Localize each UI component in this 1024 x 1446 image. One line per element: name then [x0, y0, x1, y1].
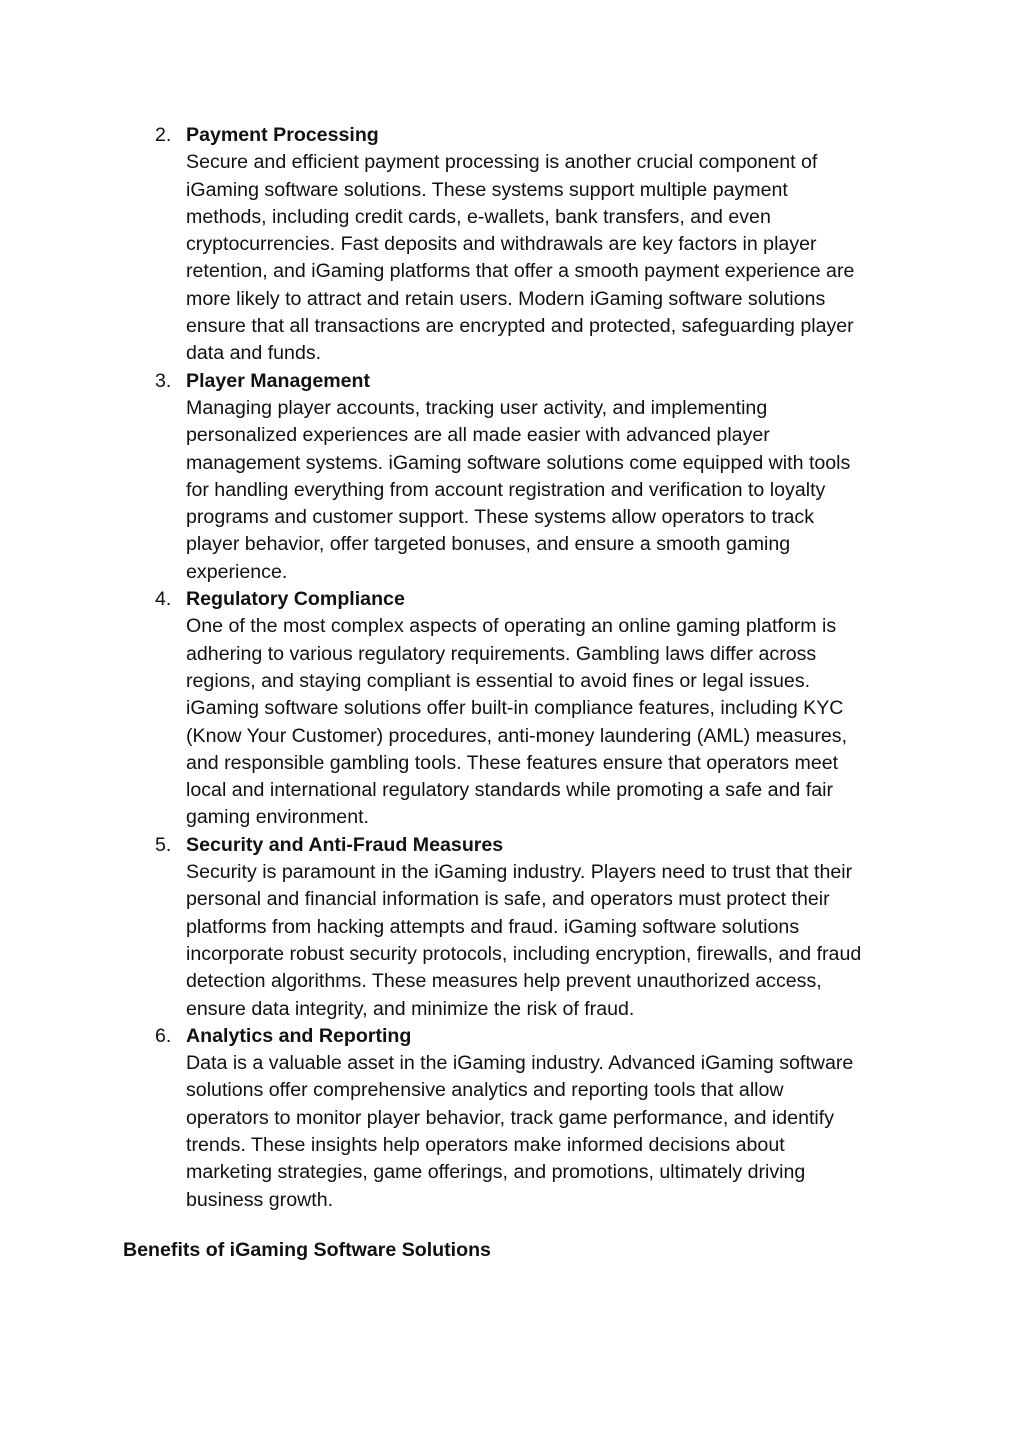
- body-line: business growth.: [186, 1188, 334, 1211]
- body-line: management systems. iGaming software solutions come equipped with tools: [186, 451, 851, 474]
- body-line: adhering to various regulatory requirements. Gambling laws differ across: [186, 642, 817, 665]
- list-item-body: [186, 1050, 913, 1214]
- body-line: platforms from hacking attempts and fraud. iGaming software solutions: [186, 915, 800, 938]
- body-line: iGaming software solutions offer built-in compliance features, including KYC: [186, 697, 844, 720]
- body-line: experience.: [186, 560, 288, 583]
- list-item: [123, 1023, 913, 1214]
- body-line: more likely to attract and retain users. Modern iGaming software solutions: [186, 287, 826, 310]
- list-item-number: 5.: [155, 833, 172, 856]
- list-item-body: [186, 613, 913, 831]
- body-line: retention, and iGaming platforms that offer a smooth payment experience are: [186, 260, 855, 283]
- body-line: personal and financial information is safe, and operators must protect their: [186, 888, 830, 911]
- body-line: local and international regulatory standards while promoting a safe and fair: [186, 779, 833, 802]
- list-item-body: [186, 149, 913, 367]
- body-line: One of the most complex aspects of operating an online gaming platform is: [186, 615, 837, 638]
- body-line: regions, and staying compliant is essential to avoid fines or legal issues.: [186, 669, 811, 692]
- body-line: Secure and efficient payment processing is another crucial component of: [186, 151, 818, 174]
- body-line: trends. These insights help operators make informed decisions about: [186, 1133, 785, 1156]
- list-item-body: [186, 859, 913, 1023]
- list-item: [123, 832, 913, 1023]
- body-line: marketing strategies, game offerings, and promotions, ultimately driving: [186, 1161, 806, 1184]
- body-line: Managing player accounts, tracking user activity, and implementing: [186, 396, 768, 419]
- list-item-number: 6.: [155, 1024, 172, 1047]
- body-line: gaming environment.: [186, 806, 369, 829]
- body-line: personalized experiences are all made easier with advanced player: [186, 424, 770, 447]
- body-line: cryptocurrencies. Fast deposits and withdrawals are key factors in player: [186, 233, 817, 256]
- list-item-title: Analytics and Reporting: [186, 1024, 412, 1047]
- body-line: player behavior, offer targeted bonuses, and ensure a smooth gaming: [186, 533, 791, 556]
- body-line: Data is a valuable asset in the iGaming industry. Advanced iGaming software: [186, 1052, 854, 1075]
- list-item-number: 3.: [155, 369, 172, 392]
- list-item-number: 2.: [155, 124, 172, 146]
- list-item-title: Payment Processing: [186, 124, 379, 146]
- feature-list: [123, 122, 913, 1214]
- list-item-title: Regulatory Compliance: [186, 588, 405, 611]
- body-line: solutions offer comprehensive analytics and reporting tools that allow: [186, 1079, 784, 1102]
- body-line: incorporate robust security protocols, including encryption, firewalls, and fraud: [186, 942, 862, 965]
- body-line: detection algorithms. These measures help prevent unauthorized access,: [186, 970, 822, 993]
- list-item: [123, 122, 913, 368]
- list-item-number: 4.: [155, 588, 172, 611]
- list-item-title: Player Management: [186, 369, 371, 392]
- list-item-title: Security and Anti-Fraud Measures: [186, 833, 504, 856]
- body-line: Security is paramount in the iGaming industry. Players need to trust that their: [186, 861, 853, 884]
- body-line: operators to monitor player behavior, track game performance, and identify: [186, 1106, 835, 1129]
- section-heading: Benefits of iGaming Software Solutions: [123, 1239, 491, 1261]
- body-line: ensure that all transactions are encrypted and protected, safeguarding player: [186, 315, 854, 338]
- list-item: [123, 586, 913, 832]
- list-item-body: [186, 395, 913, 586]
- body-line: iGaming software solutions. These systems support multiple payment: [186, 178, 788, 201]
- body-line: data and funds.: [186, 342, 322, 365]
- list-item: [123, 368, 913, 586]
- body-line: ensure data integrity, and minimize the risk of fraud.: [186, 997, 635, 1020]
- body-line: programs and customer support. These systems allow operators to track: [186, 506, 814, 529]
- body-line: and responsible gambling tools. These features ensure that operators meet: [186, 751, 839, 774]
- body-line: methods, including credit cards, e-wallets, bank transfers, and even: [186, 205, 771, 228]
- body-line: for handling everything from account registration and verification to loyalty: [186, 478, 826, 501]
- body-line: (Know Your Customer) procedures, anti-money laundering (AML) measures,: [186, 724, 848, 747]
